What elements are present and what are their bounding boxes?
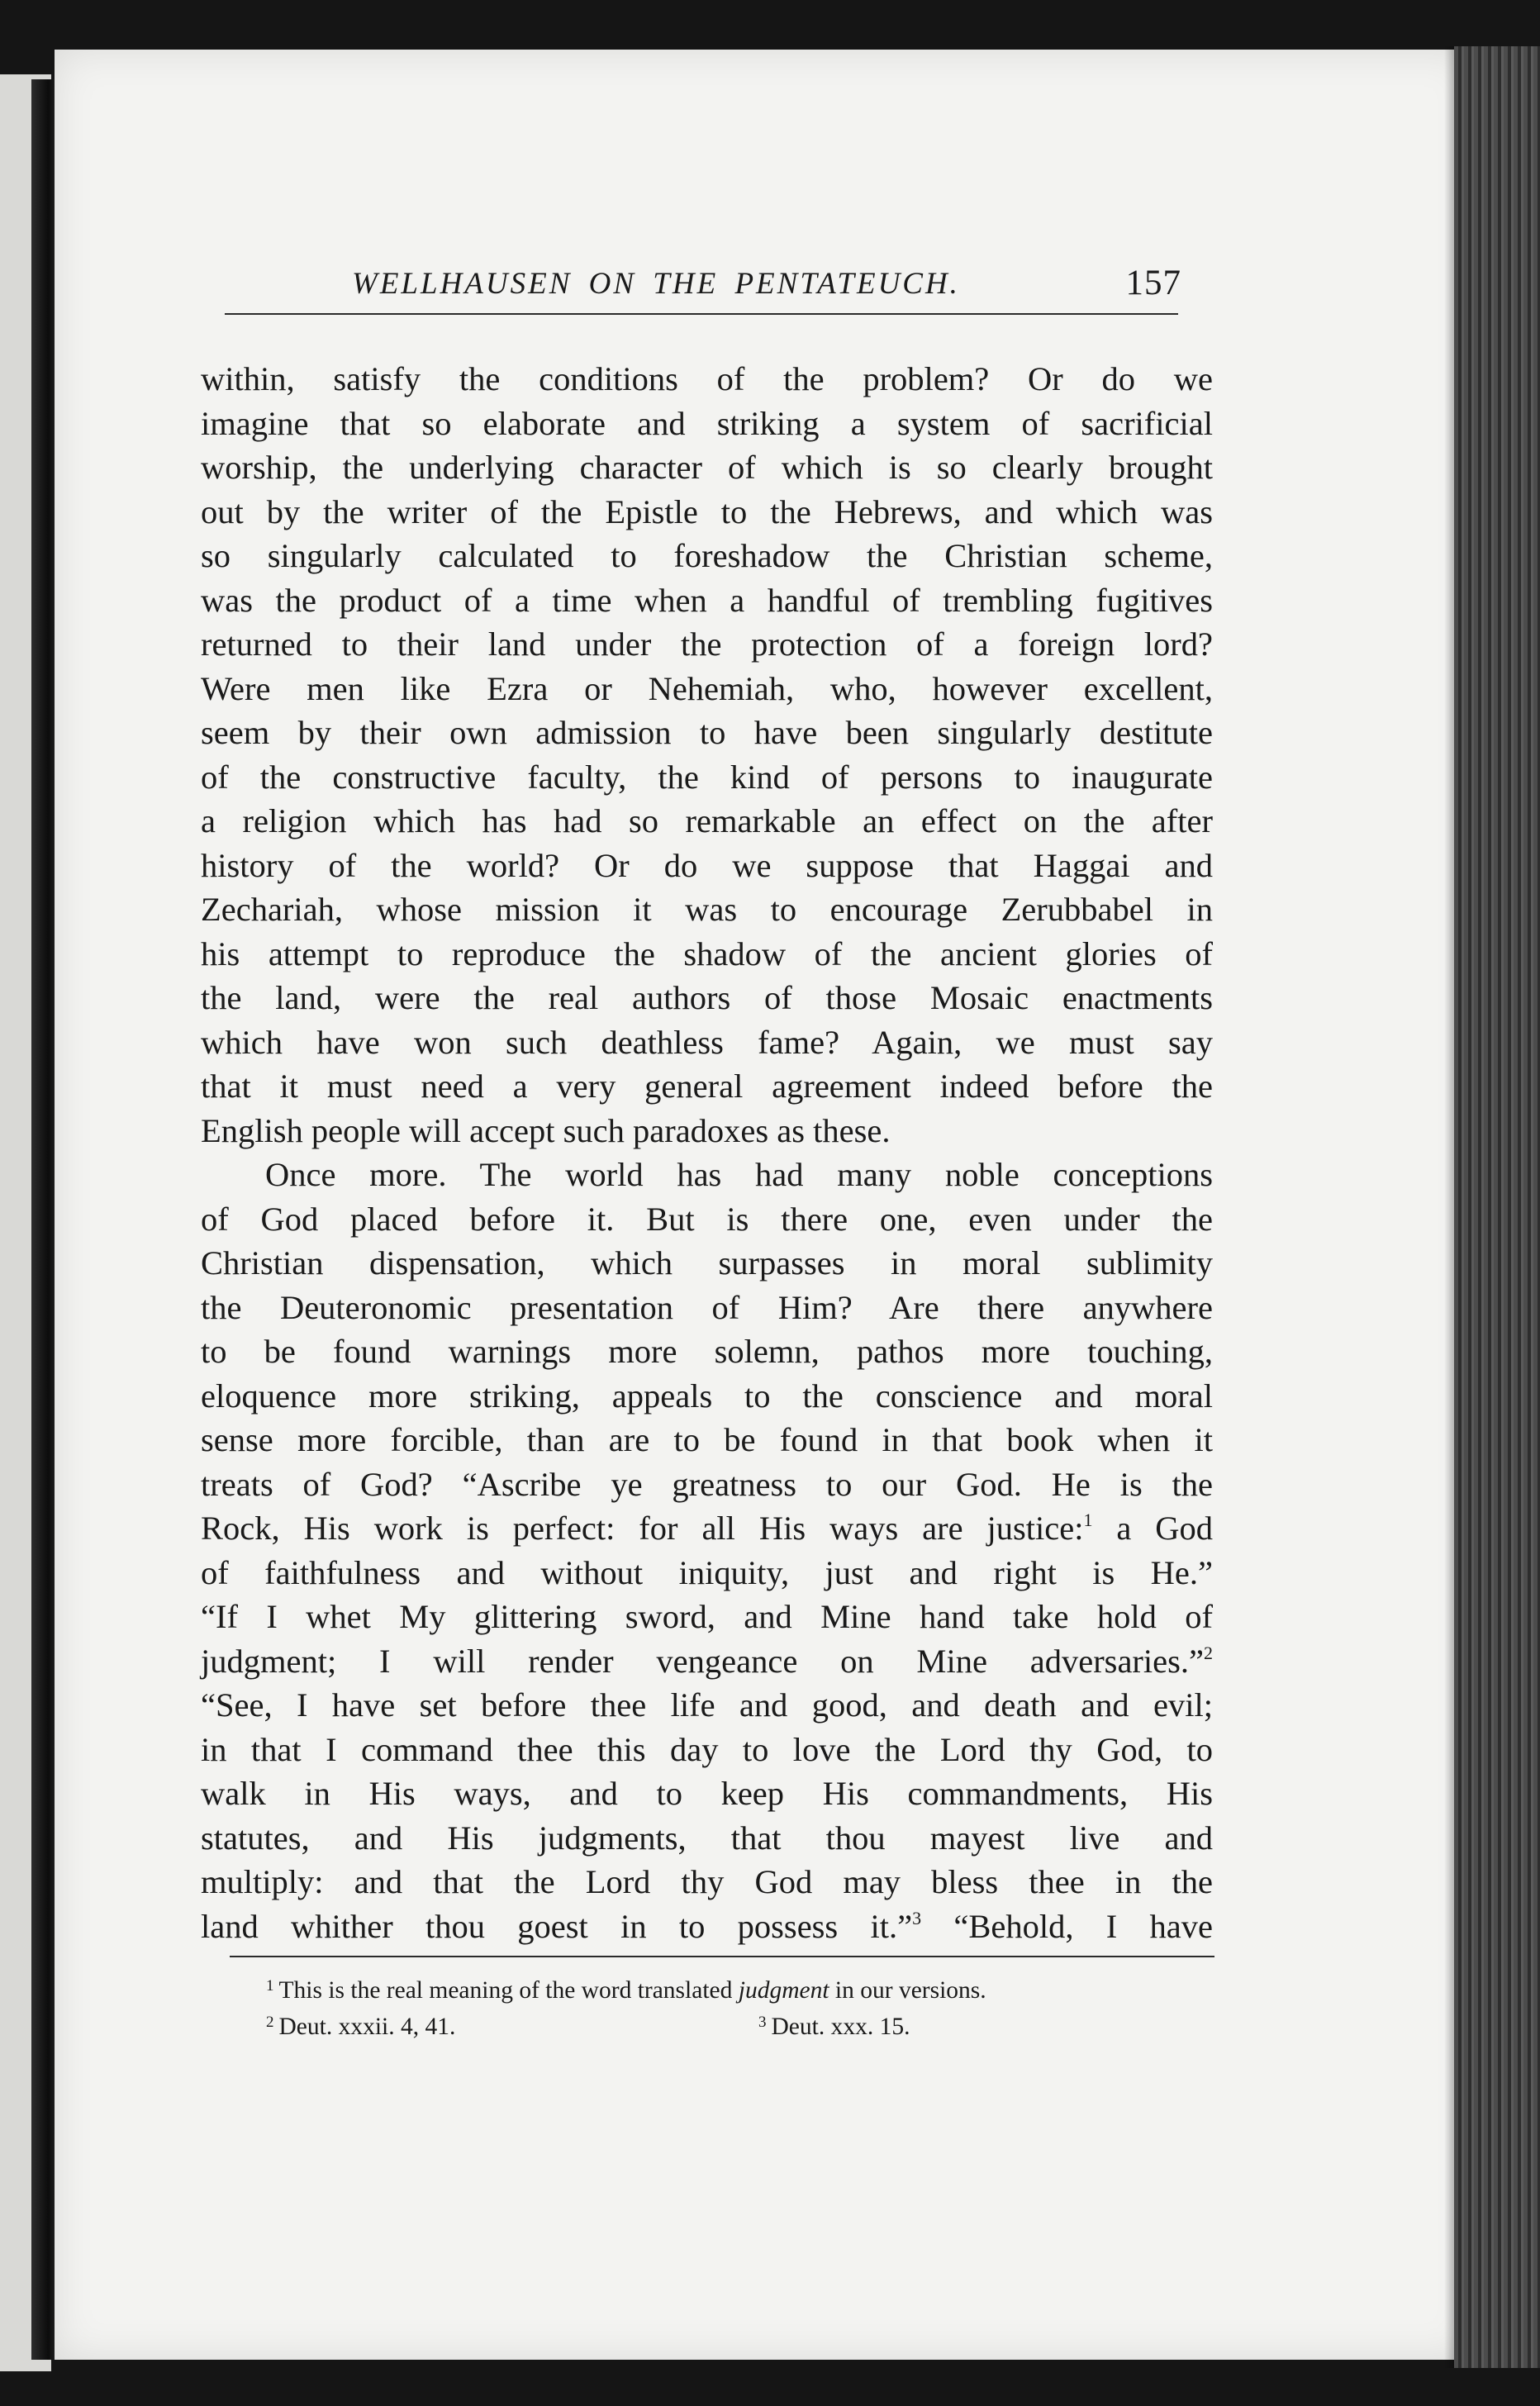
text-line: a religion which has had so remarkable an effect on the after: [201, 802, 1213, 839]
text-line: Christian dispensation, which surpasses in moral sublimity: [201, 1244, 1213, 1281]
footnote-ref-1: 1: [1083, 1510, 1093, 1530]
header-rule: [225, 313, 1178, 315]
line-segment: judgment; I will render vengeance on Mine adversaries.”: [201, 1642, 1204, 1680]
text-line: sense more forcible, than are to be found in that book when it: [201, 1421, 1213, 1458]
text-line: so singularly calculated to foreshadow the Christian scheme,: [201, 537, 1213, 574]
text-line: out by the writer of the Epistle to the Hebrews, and which was: [201, 492, 1213, 530]
text-line: [201, 1506, 1213, 1551]
line-segment: a God: [1116, 1510, 1213, 1547]
line-segment: land whither thou goest in to possess it.”: [201, 1907, 913, 1945]
text-line: the Deuteronomic presentation of Him? Are there anywhere: [201, 1288, 1213, 1326]
text-line: “See, I have set before thee life and good, and death and evil;: [201, 1686, 1213, 1724]
text-line: returned to their land under the protection of a foreign lord?: [201, 625, 1213, 663]
footnote-ref-3: 3: [912, 1907, 922, 1928]
text-line: statutes, and His judgments, that thou mayest live and: [201, 1819, 1213, 1857]
text-line: Zechariah, whose mission it was to encourage Zerubbabel in: [201, 891, 1213, 928]
text-line: [201, 1639, 1213, 1684]
line-segment: “Behold, I have: [953, 1907, 1213, 1945]
footnote-text: Deut. xxxii. 4, 41.: [278, 2014, 456, 2040]
text-line: which have won such deathless fame? Again, we must say: [201, 1023, 1213, 1061]
footnote-mark: 2: [266, 2014, 274, 2031]
footnote-2: [266, 2014, 455, 2040]
text-line: Were men like Ezra or Nehemiah, who, however excellent,: [201, 669, 1213, 707]
text-line: his attempt to reproduce the shadow of the ancient glories of: [201, 934, 1213, 972]
text-line: the land, were the real authors of those Mosaic enactments: [201, 979, 1213, 1016]
text-line: eloquence more striking, appeals to the conscience and moral: [201, 1377, 1213, 1415]
running-head: [225, 263, 1181, 317]
text-line: within, satisfy the conditions of the problem? Or do we: [201, 360, 1213, 397]
text-line: in that I command thee this day to love the Lord thy God, to: [201, 1730, 1213, 1768]
running-head-title: WELLHAUSEN ON THE PENTATEUCH.: [352, 267, 960, 301]
text-line: Once more. The world has had many noble conceptions: [265, 1156, 1213, 1193]
footnote-3: [758, 2004, 910, 2045]
footnote-rule: [230, 1956, 1214, 1957]
line-segment: Rock, His work is perfect: for all His ways are justice:: [201, 1510, 1084, 1547]
footnote-text: Deut. xxx. 15.: [771, 2014, 910, 2040]
text-line: seem by their own admission to have been singularly destitute: [201, 714, 1213, 751]
footnote-mark: 3: [758, 2014, 767, 2031]
text-line: of God placed before it. But is there one, even under the: [201, 1200, 1213, 1238]
text-line: worship, the underlying character of which is so clearly brought: [201, 449, 1213, 486]
page-number: 157: [1125, 264, 1181, 302]
text-line: of faithfulness and without iniquity, just and right is He.”: [201, 1553, 1213, 1591]
footnote-text-end: in our versions.: [829, 1977, 986, 2004]
text-line: walk in His ways, and to keep His commandments, His: [201, 1775, 1213, 1812]
text-line: treats of God? “Ascribe ye greatness to our God. He is the: [201, 1465, 1213, 1503]
footnote-row: [266, 2004, 1214, 2041]
body-text: [201, 357, 1213, 1948]
text-line: that it must need a very general agreement indeed before the: [201, 1067, 1213, 1105]
text-line: English people will accept such paradoxes as these.: [201, 1111, 891, 1149]
text-line: multiply: and that the Lord thy God may bless thee in the: [201, 1863, 1213, 1900]
footnote-ref-2: 2: [1204, 1642, 1213, 1663]
text-line: history of the world? Or do we suppose that Haggai and: [201, 846, 1213, 884]
footnote-mark: 1: [266, 1977, 274, 1995]
text-line: [201, 1904, 1213, 1949]
text-line: imagine that so elaborate and striking a system of sacrificial: [201, 404, 1213, 442]
footnote-emphasis: judgment: [738, 1977, 829, 2004]
text-line: “If I whet My glittering sword, and Mine hand take hold of: [201, 1598, 1213, 1635]
text-line: to be found warnings more solemn, pathos more touching,: [201, 1333, 1213, 1370]
page-stack-edge: [1454, 46, 1540, 2368]
footnote-text: This is the real meaning of the word translated: [278, 1977, 739, 2004]
text-line: of the constructive faculty, the kind of persons to inaugurate: [201, 758, 1213, 796]
footnotes: [266, 1968, 1214, 2041]
footnote-1: [266, 1968, 1214, 2004]
text-line: was the product of a time when a handful of trembling fugitives: [201, 581, 1213, 619]
